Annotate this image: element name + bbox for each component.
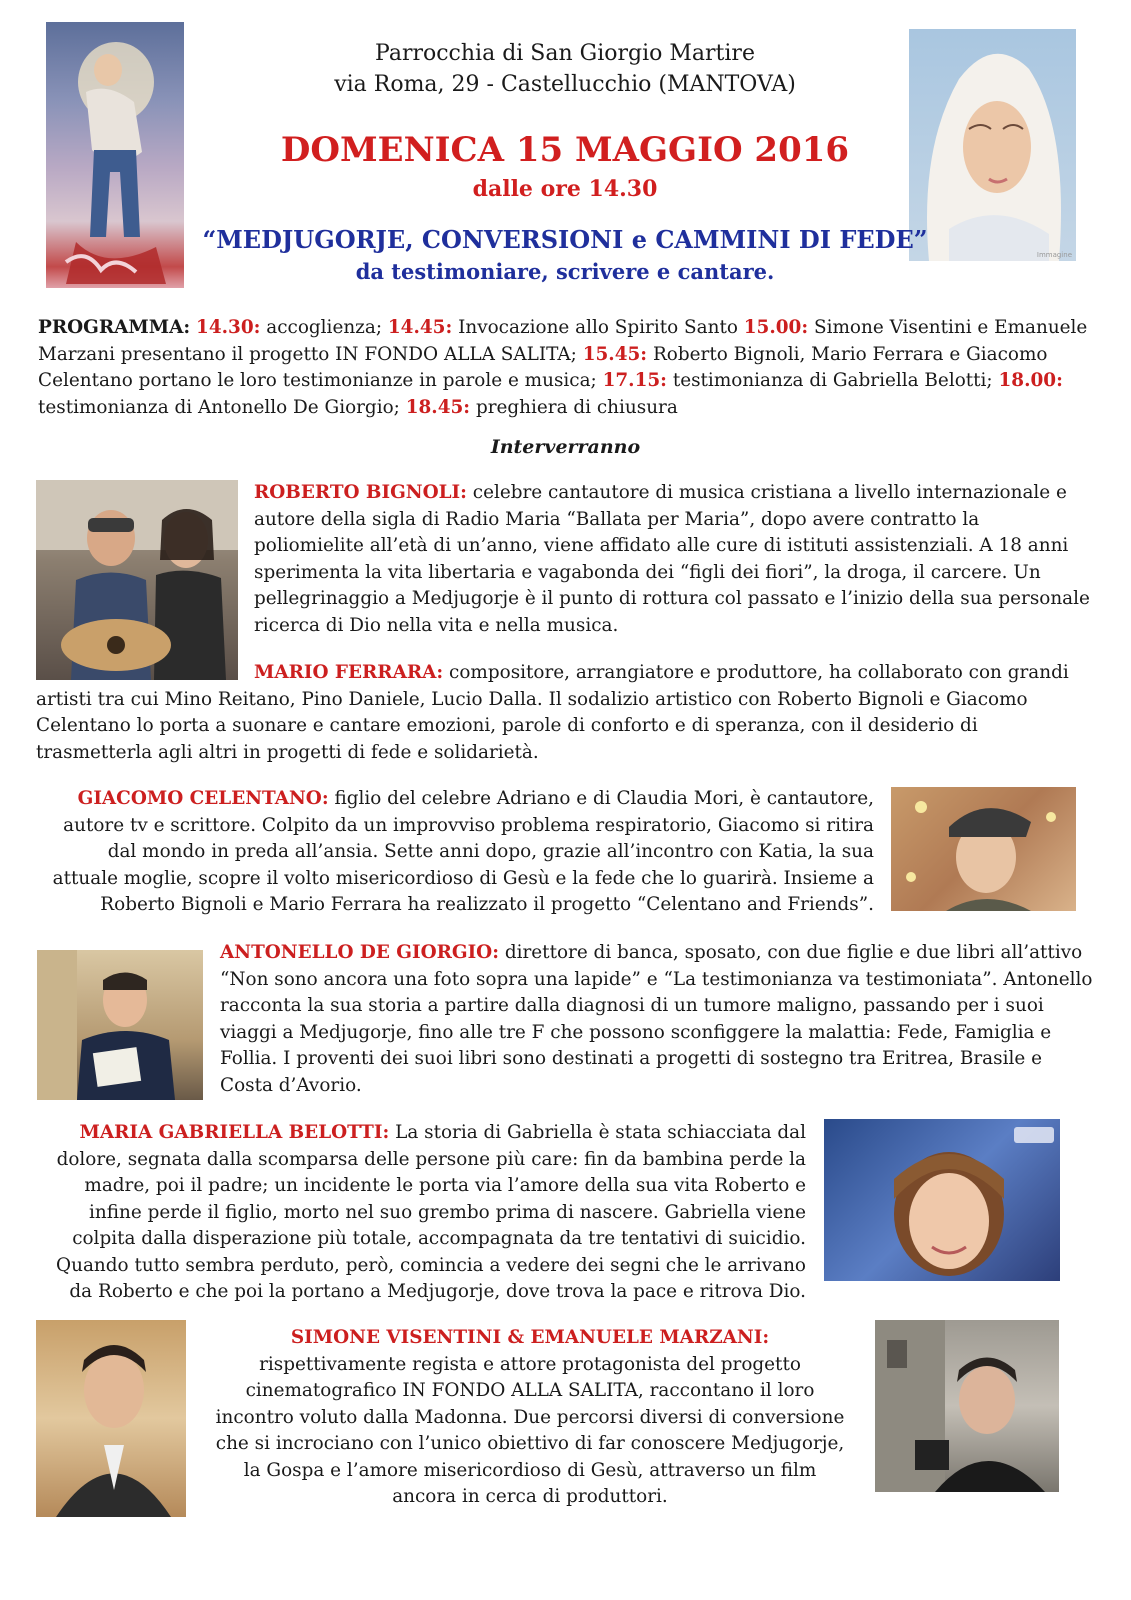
schedule-time: 14.30: bbox=[196, 317, 261, 338]
speaker-text: rispettivamente regista e attore protagonista del progetto cinematografico IN FONDO ALLA SALITA, raccontano il loro incontro voluto dalla Madonna. Due percorsi diversi di conversione che si incrociano con l’unico obiettivo di far conoscere Medjugorje, la Gospa e l’amore misericordioso di Gesù, attraverso un film ancora in cerca di produttori. bbox=[215, 1353, 845, 1507]
speaker-name: SIMONE VISENTINI & EMANUELE MARZANI: bbox=[290, 1327, 770, 1348]
event-date: DOMENICA 15 MAGGIO 2016 bbox=[280, 130, 850, 170]
celentano-photo bbox=[891, 787, 1076, 911]
parish-street: via Roma, 29 - Castellucchio (MANTOVA) bbox=[334, 72, 796, 97]
bignoli-photo bbox=[36, 480, 238, 680]
programma-paragraph bbox=[38, 315, 1098, 421]
schedule-text: testimonianza di Antonello De Giorgio; bbox=[38, 396, 406, 418]
madonna-image: Immagine bbox=[909, 29, 1076, 261]
parish-address bbox=[230, 38, 900, 100]
speaker-name: GIACOMO CELENTANO: bbox=[77, 788, 329, 809]
ferrara-bio bbox=[36, 660, 1096, 766]
speaker-text: figlio del celebre Adriano e di Claudia Mori, è cantautore, autore tv e scrittore. Colpito da un improvviso problema respiratorio, Giacomo si ritira dal mondo in preda all’ansia. Sette anni dopo, grazie all’incontro con Katia, la sua attuale moglie, scopre il volto misericordioso di Gesù e la fede che lo guarirà. Insieme a Roberto Bignoli e Mario Ferrara ha realizzato il progetto “Celentano and Friends”. bbox=[52, 788, 874, 915]
marzani-photo bbox=[875, 1320, 1059, 1492]
degiorgio-bio bbox=[220, 940, 1096, 1099]
speaker-name: ANTONELLO DE GIORGIO: bbox=[220, 942, 499, 963]
schedule-time: 17.15: bbox=[602, 370, 667, 391]
schedule-text: Roberto Bignoli, Mario Ferrara e Giacomo Celentano portano le loro testimonianze in parole e musica; bbox=[38, 343, 1048, 391]
speaker-text: direttore di banca, sposato, con due figlie e due libri all’attivo “Non sono ancora una foto sopra una lapide” e “La testimonianza va testimoniata”. Antonello racconta la sua storia a partire dalla diagnosi di un tumore maligno, passando per i suoi viaggi a Medjugorje, fino alle tre F che possono sconfiggere la malattia: Fede, Famiglia e Follia. I proventi dei suoi libri sono destinati a progetti di sostegno tra Eritrea, Brasile e Costa d’Avorio. bbox=[220, 942, 1093, 1096]
belotti-bio bbox=[40, 1120, 806, 1306]
speaker-text: celebre cantautore di musica cristiana a livello internazionale e autore della sigla di Radio Maria “Ballata per Maria”, dopo avere contratto la poliomielite all’età di un’anno, viene affidato alle cure di istituti assistenziali. A 18 anni sperimenta la vita libertaria e vagabonda dei “figli dei fiori”, la droga, il carcere. Un pellegrinaggio a Medjugorje è il punto di rottura col passato e l’inizio della sua personale ricerca di Dio nella vita e nella musica. bbox=[254, 482, 1090, 636]
schedule-time: 15.45: bbox=[582, 343, 648, 365]
event-title: “MEDJUGORJE, CONVERSIONI e CAMMINI DI FEDE” bbox=[202, 225, 928, 254]
belotti-photo bbox=[824, 1119, 1060, 1281]
event-subtitle: da testimoniare, scrivere e cantare. bbox=[355, 259, 775, 284]
bignoli-bio bbox=[254, 480, 1094, 639]
speaker-name: MARIA GABRIELLA BELOTTI: bbox=[79, 1122, 390, 1143]
speaker-name: MARIO FERRARA: bbox=[254, 662, 444, 683]
programma-label: PROGRAMMA: bbox=[38, 317, 191, 338]
celentano-bio bbox=[40, 786, 874, 919]
schedule-time: 18.45: bbox=[405, 396, 471, 418]
schedule-text: preghiera di chiusura bbox=[470, 396, 678, 418]
parish-name: Parrocchia di San Giorgio Martire bbox=[375, 41, 755, 66]
speakers-heading: Interverranno bbox=[490, 436, 641, 458]
schedule-text: testimonianza di Gabriella Belotti; bbox=[666, 370, 999, 391]
speaker-text: compositore, arrangiatore e produttore, ha collaborato con grandi artisti tra cui Mino Reitano, Pino Daniele, Lucio Dalla. Il sodalizio artistico con Roberto Bignoli e Giacomo Celentano lo porta a suonare e cantare emozioni, parole di conforto e di speranza, con il desiderio di trasmetterla agli altri in progetti di fede e solidarietà. bbox=[36, 662, 1069, 763]
schedule-time: 18.00: bbox=[998, 370, 1063, 391]
degiorgio-photo bbox=[37, 950, 203, 1100]
visentini-bio bbox=[200, 1325, 860, 1511]
schedule-text: accoglienza; bbox=[260, 317, 388, 338]
speaker-text: La storia di Gabriella è stata schiacciata dal dolore, segnata dalla scomparsa delle persone più care: fin da bambina perde la madre, poi il padre; un incidente le porta via l’amore della sua vita Roberto e infine perde il figlio, morto nel suo grembo prima di nascere. Gabriella viene colpita dalla disperazione più totale, accompagnata da tre tentativi di suicidio. Quando tutto sembra perduto, però, comincia a vedere dei segni che le arrivano da Roberto e che poi la portano a Medjugorje, dove trova la pace e ritrova Dio. bbox=[56, 1122, 806, 1302]
schedule-text: Invocazione allo Spirito Santo bbox=[452, 317, 744, 338]
schedule-text: Simone Visentini e Emanuele Marzani presentano il progetto IN FONDO ALLA SALITA; bbox=[38, 317, 1088, 365]
holy-painting-image bbox=[46, 22, 184, 288]
schedule-time: 15.00: bbox=[743, 317, 809, 338]
speaker-name: ROBERTO BIGNOLI: bbox=[254, 482, 467, 503]
schedule-time: 14.45: bbox=[387, 317, 453, 338]
event-time: dalle ore 14.30 bbox=[472, 176, 658, 202]
visentini-photo bbox=[36, 1320, 186, 1517]
